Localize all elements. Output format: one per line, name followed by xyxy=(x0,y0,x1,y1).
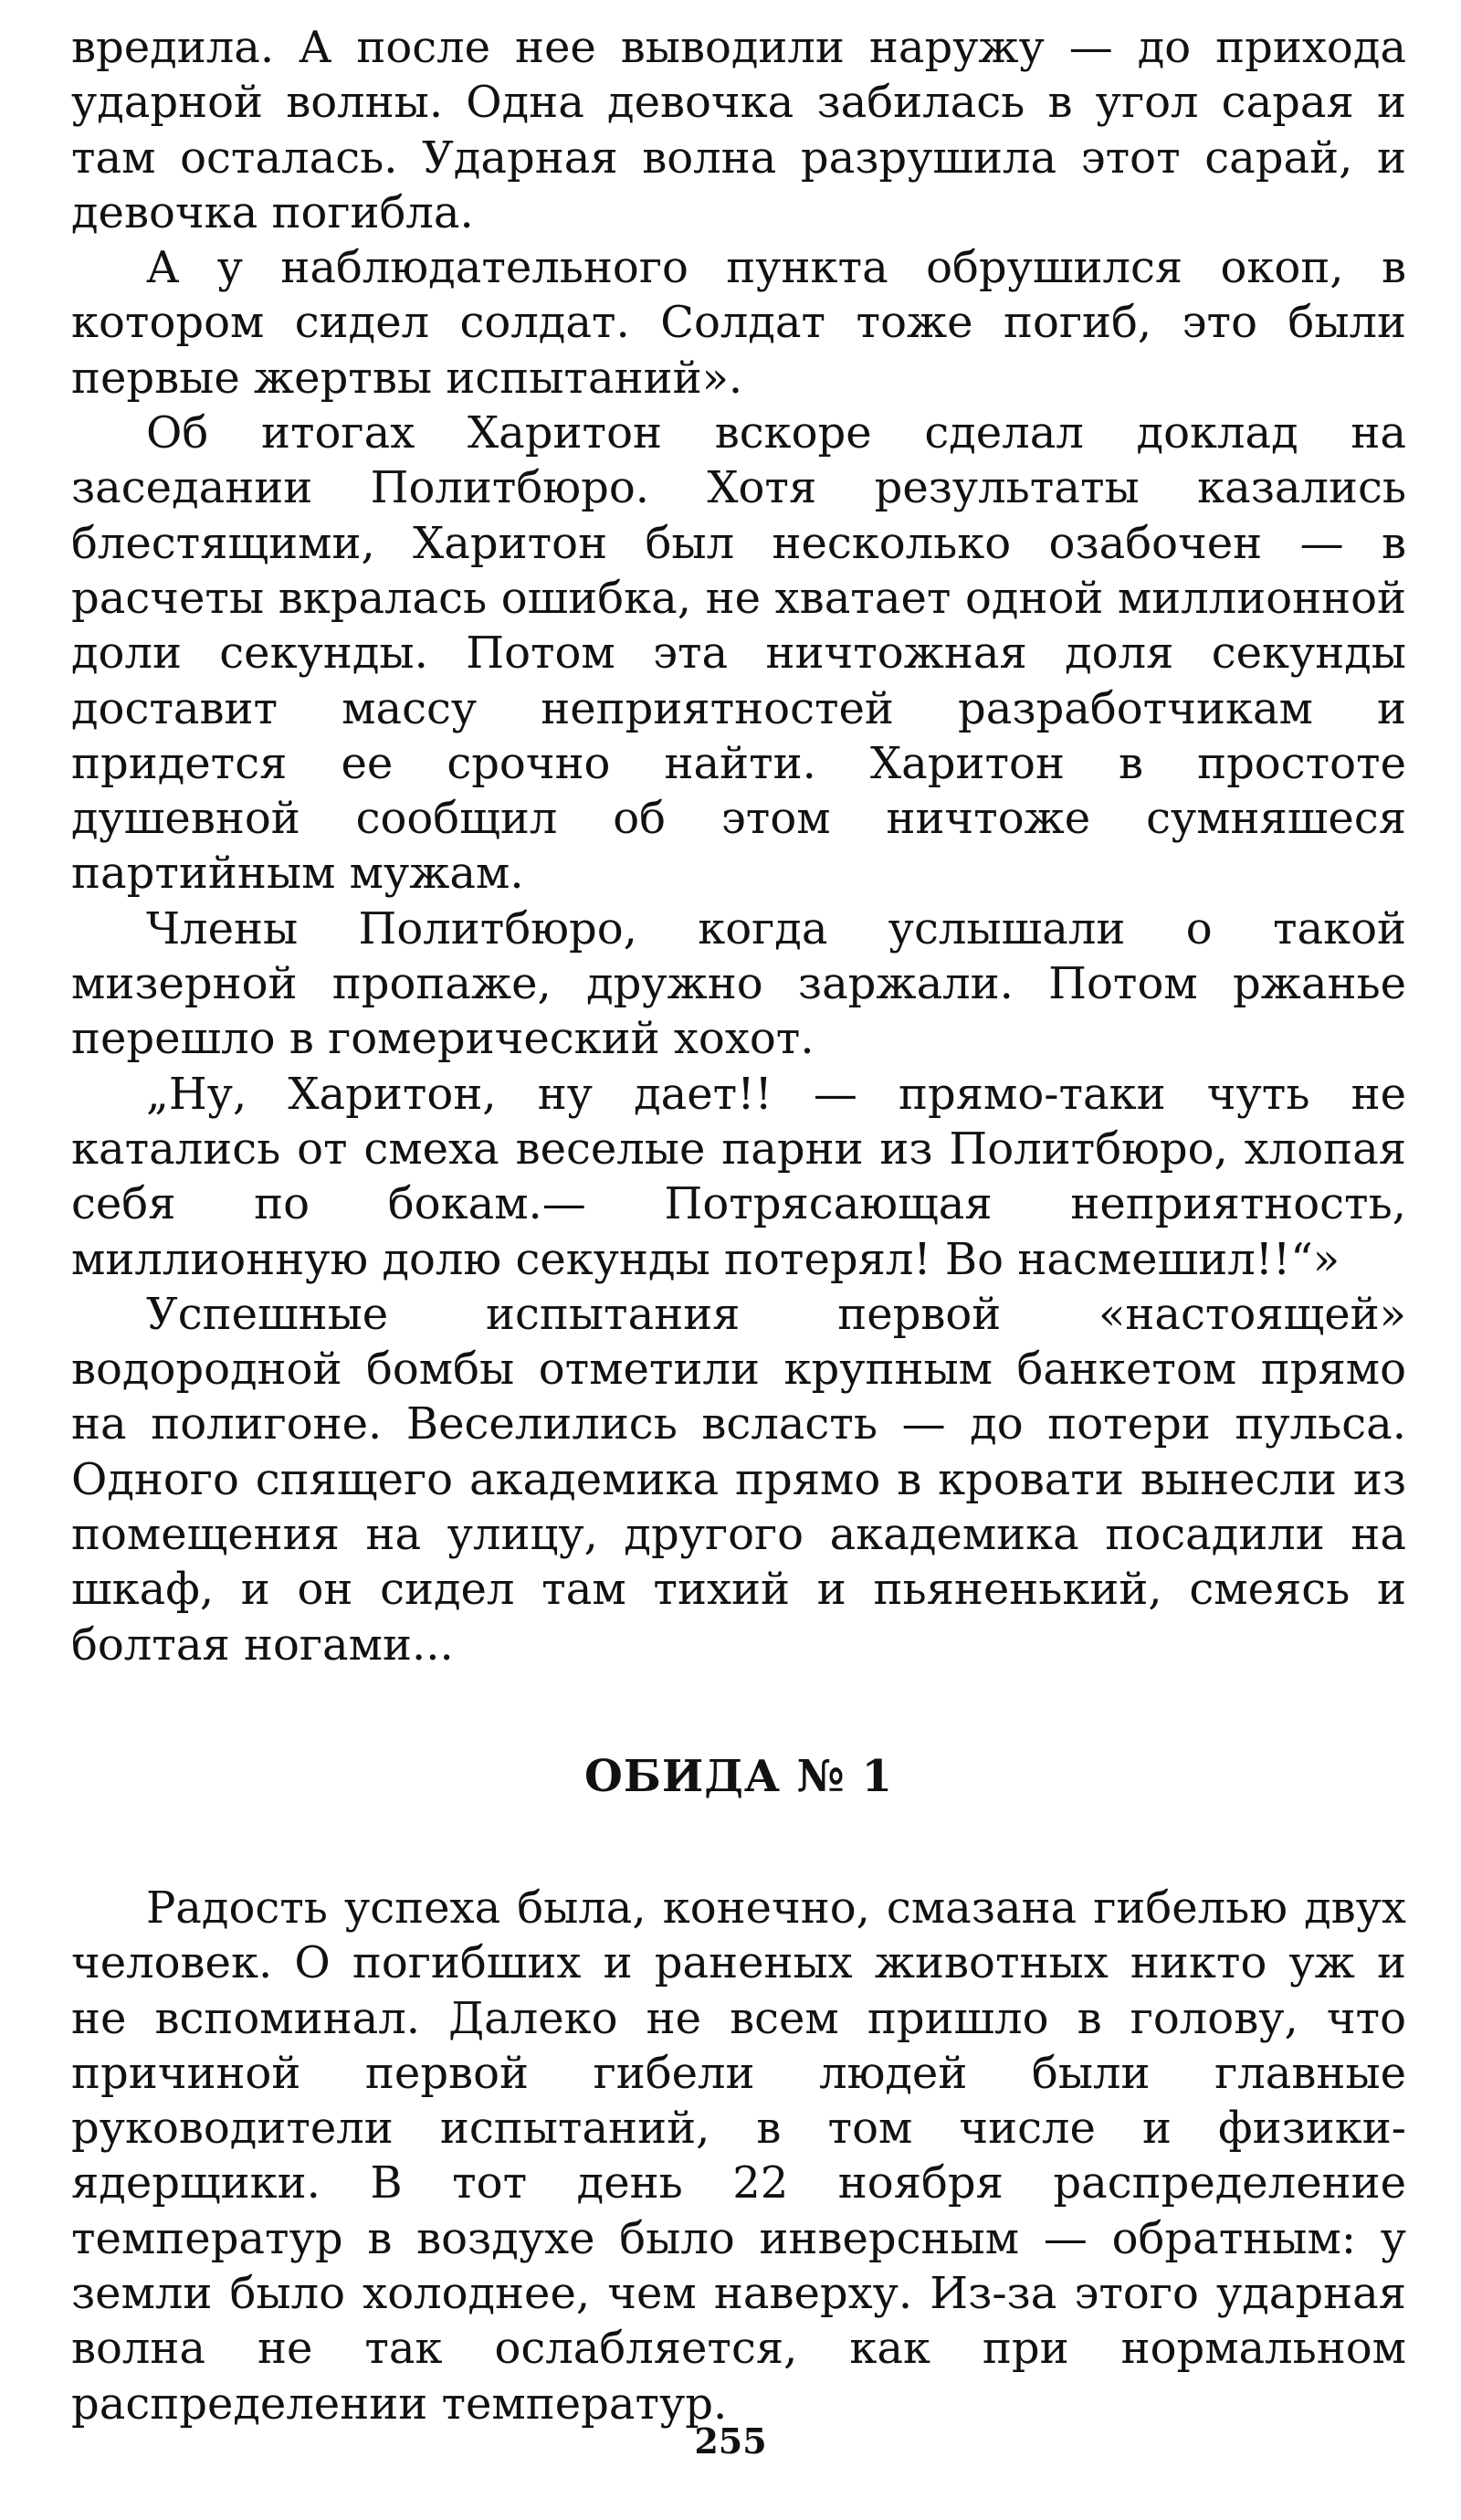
book-page xyxy=(71,20,1406,2431)
paragraph-section-body: Радость успеха была, конечно, смазана гибелью двух человек. О погибших и раненых животных никто уж и не вспоминал. Далеко не всем пришло в голову, что причиной первой гибели людей были главные руководители испытаний, в том числе и физики-ядерщики. В тот день 22 ноября распределение температур в воздухе было инверсным — обратным: у земли было холоднее, чем наверху. Из-за этого ударная волна не так ослабляется, как при нормальном распределении температур. xyxy=(71,1882,1406,2430)
page-number: 255 xyxy=(694,2420,767,2462)
paragraph-politburo-laughter: Члены Политбюро, когда услышали о такой мизерной пропаже, дружно заржали. Потом ржанье перешло в гомерический хохот. xyxy=(71,902,1406,1065)
paragraph-banquet: Успешные испытания первой «настоящей» водородной бомбы отметили крупным банкетом прямо на полигоне. Веселились всласть — до потери пульса. Одного спящего академика прямо в кровати вынесли из помещения на улицу, другого академика посадили на шкаф, и он сидел там тихий и пьяненький, смеясь и болтая ногами... xyxy=(71,1288,1406,1671)
section-heading: ОБИДА № 1 xyxy=(584,1750,893,1802)
paragraph-continuation: вредила. А после нее выводили наружу — до прихода ударной волны. Одна девочка забилась в угол сарая и там осталась. Ударная волна разрушила этот сарай, и девочка погибла. xyxy=(71,22,1406,238)
paragraph-observation-post: А у наблюдательного пункта обрушился окоп, в котором сидел солдат. Солдат тоже погиб, это были первые жертвы испытаний». xyxy=(71,242,1406,404)
paragraph-quote: „Ну, Харитон, ну дает!! — прямо-таки чуть не катались от смеха веселые парни из Политбюро, хлопая себя по бокам.— Потрясающая неприятность, миллионную долю секунды потерял! Во насмешил!!“» xyxy=(71,1068,1406,1285)
paragraph-politburo-report: Об итогах Харитон вскоре сделал доклад на заседании Политбюро. Хотя результаты казались блестящими, Харитон был несколько озабочен — в расчеты вкралась ошибка, не хватает одной миллионной доли секунды. Потом эта ничтожная доля секунды доставит массу неприятностей разработчикам и придется ее срочно найти. Харитон в простоте душевной сообщил об этом ничтоже сумняшеся партийным мужам. xyxy=(71,407,1406,900)
